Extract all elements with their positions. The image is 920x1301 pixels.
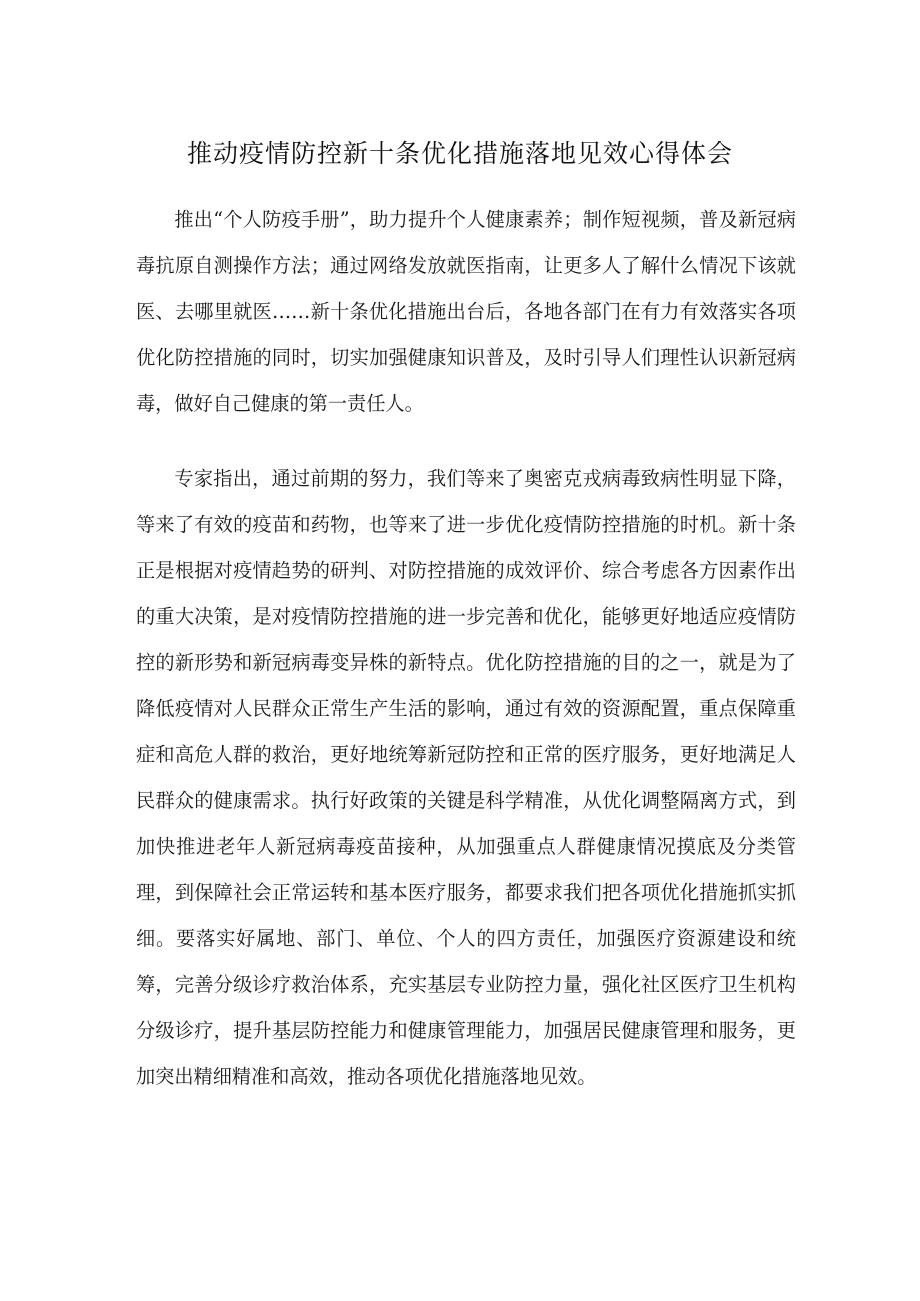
paragraph-1: 推出“个人防疫手册”，助力提升个人健康素养；制作短视频，普及新冠病毒抗原自测操作方法；通过网络发放就医指南，让更多人了解什么情况下该就医、去哪里就医……新十条优化措施出台后，各地各部门在有力有效落实各项优化防控措施的同时，切实加强健康知识普及，及时引导人们理性认识新冠病毒，做好自己健康的第一责任人。	[136, 208, 796, 415]
paragraph-2: 专家指出，通过前期的努力，我们等来了奥密克戎病毒致病性明显下降，等来了有效的疫苗和药物，也等来了进一步优化疫情防控措施的时机。新十条正是根据对疫情趋势的研判、对防控措施的成效评价、综合考虑各方因素作出的重大决策，是对疫情防控措施的进一步完善和优化，能够更好地适应疫情防控的新形势和新冠病毒变异株的新特点。优化防控措施的目的之一，就是为了降低疫情对人民群众正常生产生活的影响，通过有效的资源配置，重点保障重症和高危人群的救治，更好地统筹新冠防控和正常的医疗服务，更好地满足人民群众的健康需求。执行好政策的关键是科学精准，从优化调整隔离方式，到加快推进老年人新冠病毒疫苗接种，从加强重点人群健康情况摸底及分类管理，到保障社会正常运转和基本医疗服务，都要求我们把各项优化措施抓实抓细。要落实好属地、部门、单位、个人的四方责任，加强医疗资源建设和统筹，完善分级诊疗救治体系，充实基层专业防控力量，强化社区医疗卫生机构分级诊疗，提升基层防控能力和健康管理能力，加强居民健康管理和服务，更加突出精细精准和高效，推动各项优化措施落地见效。	[136, 467, 796, 1088]
document-title: 推动疫情防控新十条优化措施落地见效心得体会	[186, 139, 733, 168]
